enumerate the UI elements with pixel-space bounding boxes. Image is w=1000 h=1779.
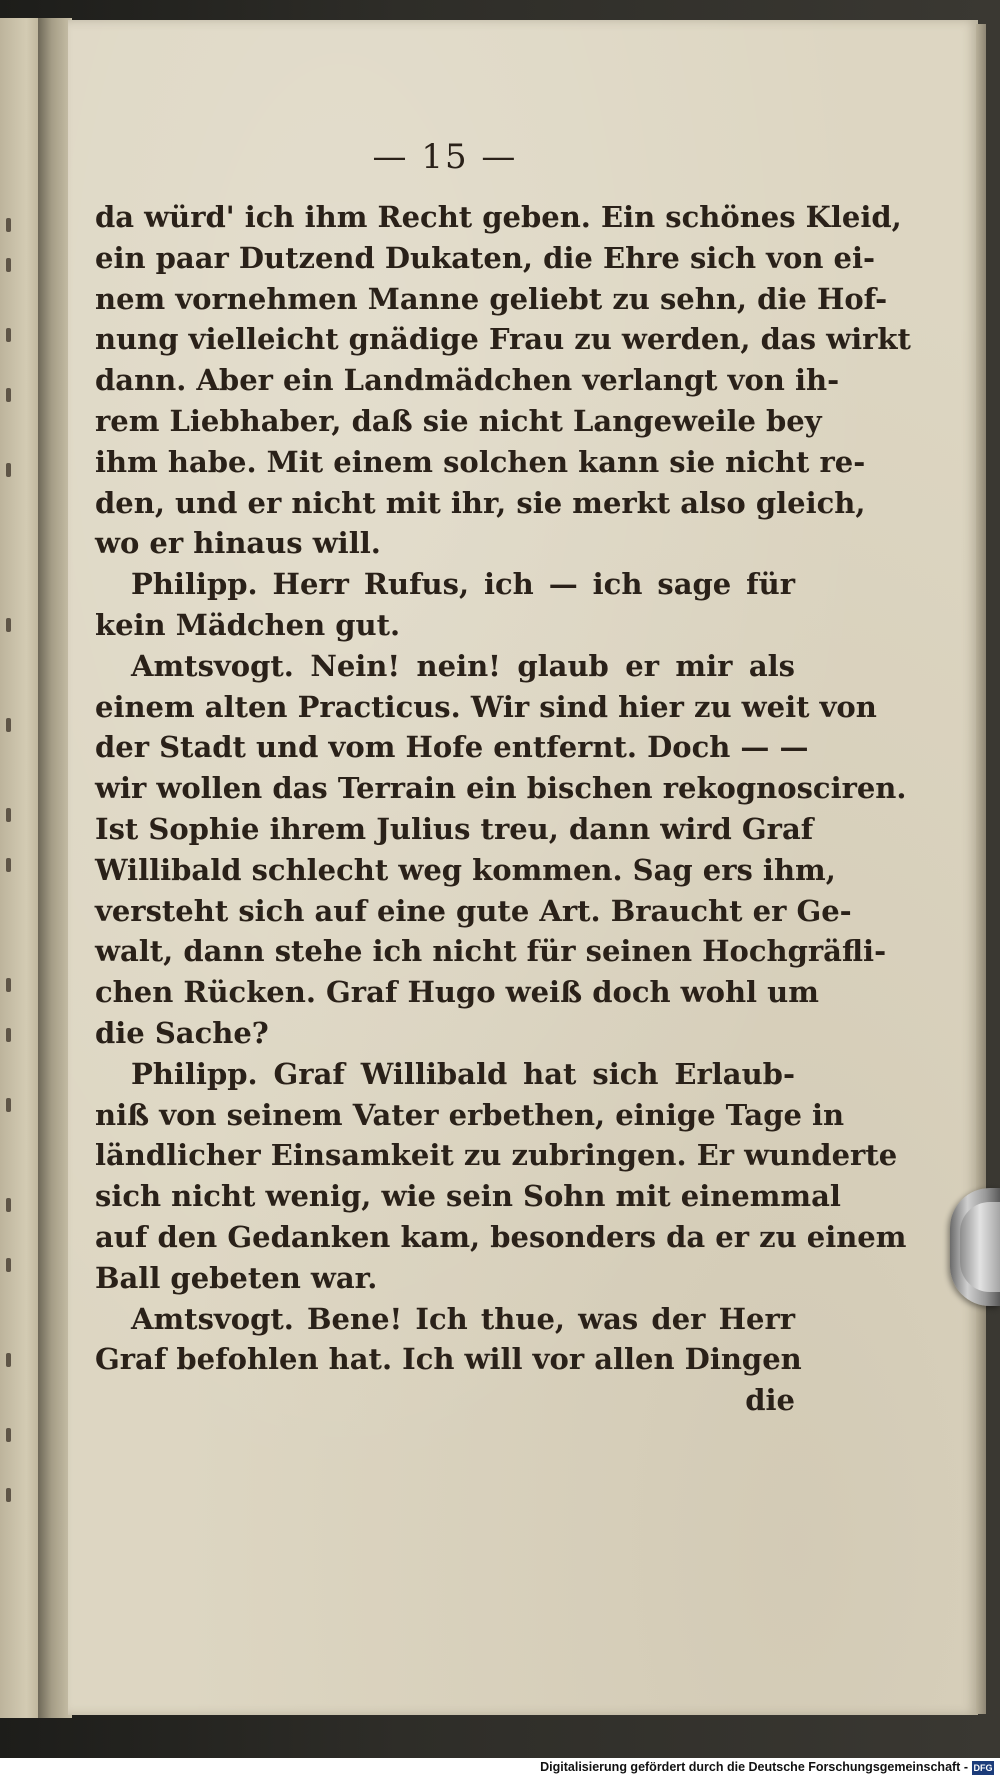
text-line: niß von seinem Vater erbethen, einige Tage in [95, 1097, 845, 1132]
speaker-line: Philipp. Herr Rufus, ich — ich sage für [131, 567, 795, 602]
text-line: der Stadt und vom Hofe entfernt. Doch — — [95, 730, 809, 765]
text-line: Graf befohlen hat. Ich will vor allen Dingen [95, 1342, 802, 1377]
text-line: chen Rücken. Graf Hugo weiß doch wohl um [95, 975, 819, 1010]
text-line: auf den Gedanken kam, besonders da er zu einem [95, 1219, 907, 1254]
previous-page-mark [6, 1353, 11, 1367]
previous-page-mark [6, 1428, 11, 1442]
text-line: nem vornehmen Manne geliebt zu sehn, die Hof- [95, 281, 888, 316]
previous-page-mark [6, 858, 11, 872]
previous-page-mark [6, 808, 11, 822]
previous-page-mark [6, 1198, 11, 1212]
previous-page-mark [6, 1098, 11, 1112]
previous-page-mark [6, 218, 11, 232]
book-gutter [38, 18, 72, 1718]
speaker-line: Amtsvogt. Bene! Ich thue, was der Herr [131, 1301, 795, 1336]
previous-page-mark [6, 1258, 11, 1272]
page-number: — 15 — [372, 137, 518, 177]
text-line: da würd' ich ihm Recht geben. Ein schönes Kleid, [95, 200, 902, 234]
previous-page-mark [6, 258, 11, 272]
text-line: den, und er nicht mit ihr, sie merkt also gleich, [95, 485, 866, 520]
text-line: versteht sich auf eine gute Art. Braucht er Ge- [95, 893, 852, 928]
digitization-footer [0, 1758, 1000, 1779]
text-line: rem Liebhaber, daß sie nicht Langeweile bey [95, 403, 822, 438]
speaker-line: Philipp. Graf Willibald hat sich Erlaub- [131, 1056, 795, 1091]
previous-page-mark [6, 328, 11, 342]
previous-page-mark [6, 388, 11, 402]
text-line: wir wollen das Terrain ein bischen rekognosciren. [95, 771, 907, 806]
previous-page-mark [6, 463, 11, 477]
previous-page-mark [6, 618, 11, 632]
text-line: Ist Sophie ihrem Julius treu, dann wird Graf [95, 811, 814, 846]
text-line: walt, dann stehe ich nicht für seinen Hochgräfli- [95, 934, 887, 969]
text-line: Ball gebeten war. [95, 1260, 378, 1295]
previous-page-mark [6, 1028, 11, 1042]
footer-credit: Digitalisierung gefördert durch die Deutsche Forschungsgemeinschaft - [540, 1760, 968, 1774]
text-line: ländlicher Einsamkeit zu zubringen. Er wunderte [95, 1138, 898, 1173]
text-line: dann. Aber ein Landmädchen verlangt von ih- [95, 363, 840, 398]
speaker-line: Amtsvogt. Nein! nein! glaub er mir als [131, 648, 795, 683]
page-clip-highlight [960, 1202, 1000, 1292]
dfg-logo: DFG [973, 1763, 993, 1773]
previous-page-mark [6, 1488, 11, 1502]
text-line: nung vielleicht gnädige Frau zu werden, das wirkt [95, 322, 911, 357]
text-line: sich nicht wenig, wie sein Sohn mit einemmal [95, 1179, 841, 1214]
text-line: Willibald schlecht weg kommen. Sag ers ihm, [95, 852, 836, 887]
previous-page-mark [6, 718, 11, 732]
text-line: kein Mädchen gut. [95, 607, 401, 642]
previous-page-mark [6, 978, 11, 992]
page-clip [950, 1188, 1000, 1306]
text-line: ihm habe. Mit einem solchen kann sie nicht re- [95, 444, 866, 479]
page-text-block [95, 135, 911, 1421]
catchword: die [745, 1383, 795, 1418]
text-line: wo er hinaus will. [95, 526, 381, 561]
text-line: die Sache? [95, 1015, 269, 1050]
text-line: ein paar Dutzend Dukaten, die Ehre sich von ei- [95, 240, 876, 275]
page-edge-shadow [976, 24, 986, 1714]
text-line: einem alten Practicus. Wir sind hier zu weit von [95, 689, 877, 724]
